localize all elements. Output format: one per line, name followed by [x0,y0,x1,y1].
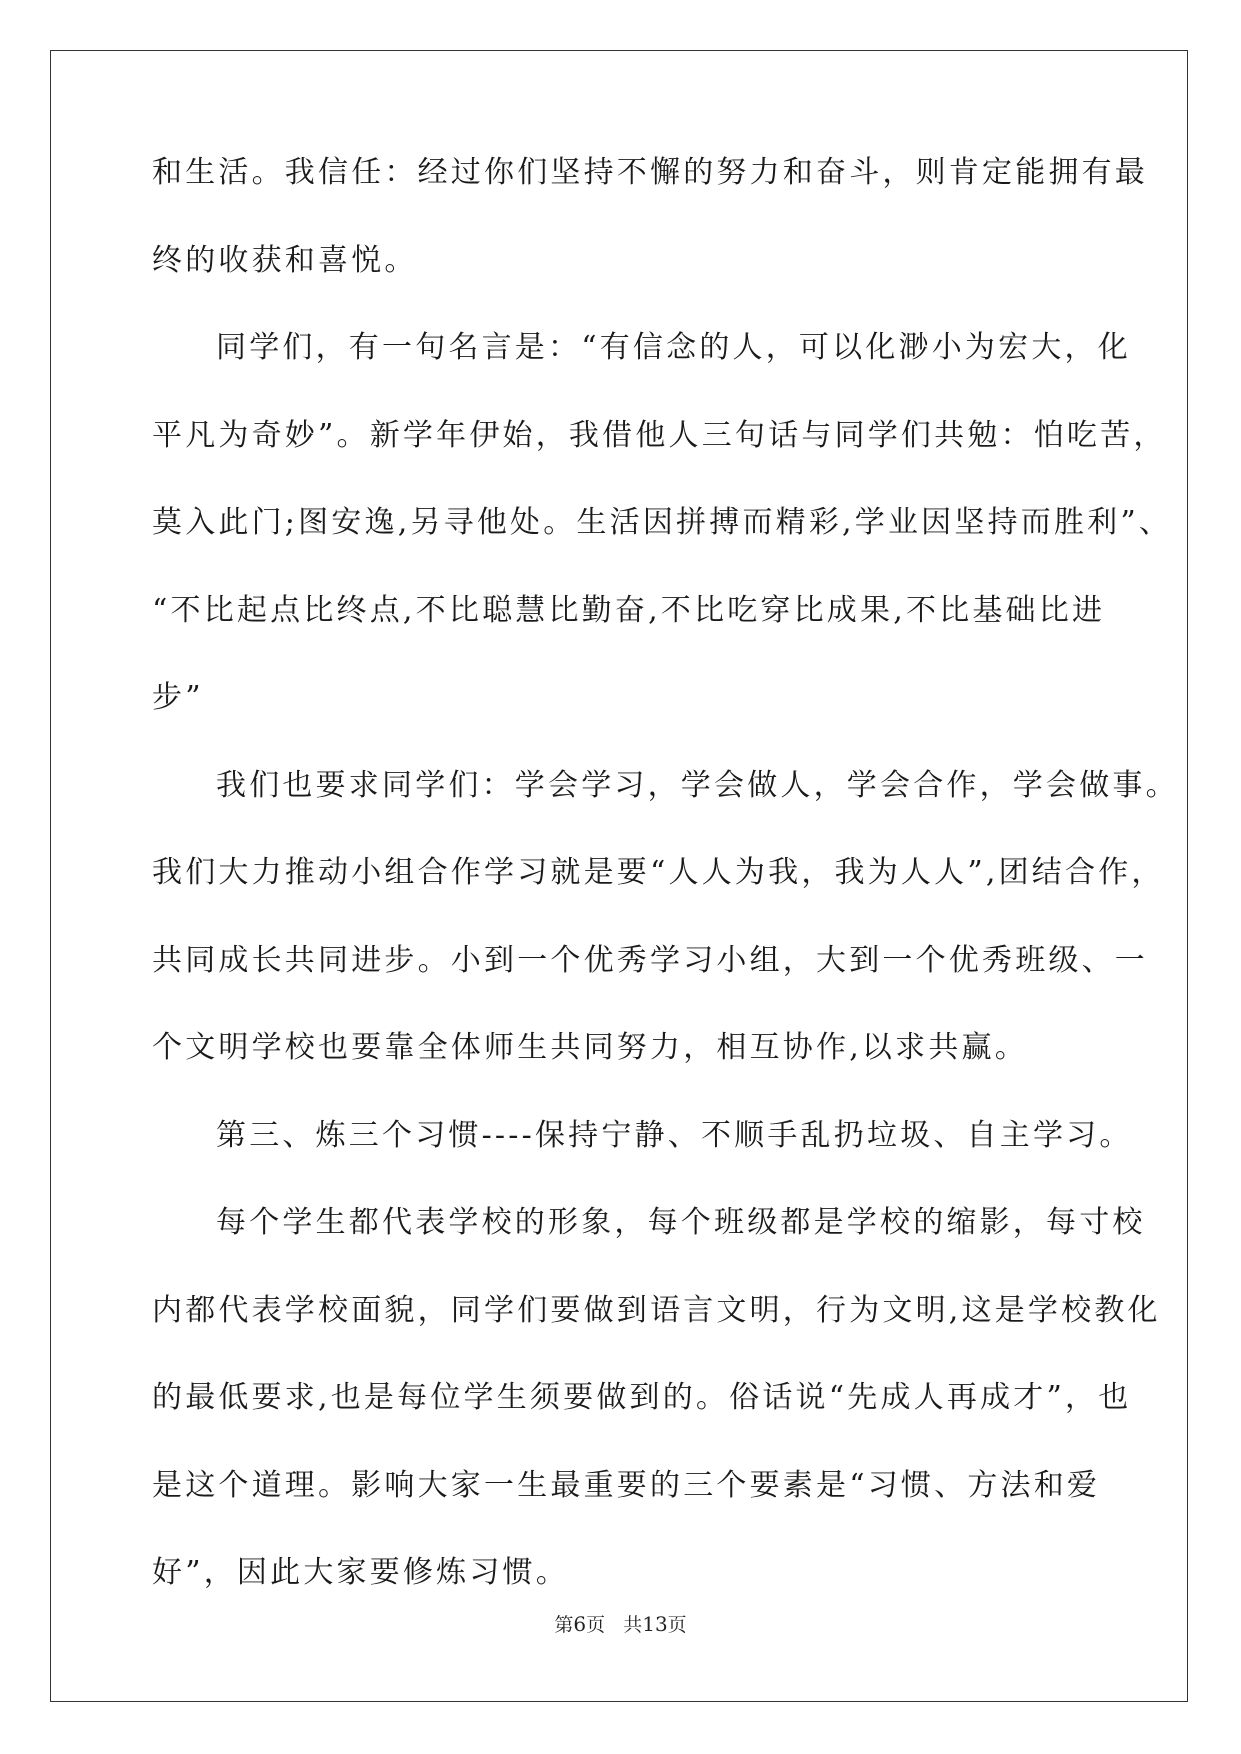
text-line: “不比起点比终点,不比聪慧比勤奋,不比吃穿比成果,不比基础比进 [152,592,1106,628]
page-prefix: 第 [554,1614,574,1636]
text-line: 步” [152,680,204,715]
text-line: 内都代表学校面貌，同学们要做到语言文明，行为文明,这是学校教化 [152,1292,1161,1328]
text-line: 平凡为奇妙”。新学年伊始，我借他人三句话与同学们共勉：怕吃苦， [152,417,1167,453]
text-line: 个文明学校也要靠全体师生共同努力，相互协作,以求共赢。 [152,1030,1028,1065]
total-prefix: 共 [623,1614,643,1636]
text-line: 我们大力推动小组合作学习就是要“人人为我，我为人人”,团结合作， [152,855,1165,890]
page-suffix: 页 [586,1614,606,1636]
text-line: 是这个道理。影响大家一生最重要的三个要素是“习惯、方法和爱 [152,1467,1101,1503]
text-line: 的最低要求,也是每位学生须要做到的。俗话说“先成人再成才”，也 [152,1380,1132,1415]
page-footer [0,1610,1241,1637]
text-line: 好”，因此大家要修炼习惯。 [152,1555,569,1590]
paragraph-start-line: 同学们，有一句名言是：“有信念的人，可以化渺小为宏大，化 [216,330,1131,365]
text-line: 和生活。我信任：经过你们坚持不懈的努力和奋斗，则肯定能拥有最 [152,155,1148,190]
total-suffix: 页 [667,1614,687,1636]
text-line: 共同成长共同进步。小到一个优秀学习小组，大到一个优秀班级、一 [152,942,1148,978]
paragraph-start-line: 每个学生都代表学校的形象，每个班级都是学校的缩影，每寸校 [216,1205,1146,1240]
paragraph-start-line: 我们也要求同学们：学会学习，学会做人，学会合作，学会做事。 [216,767,1179,803]
text-line: 终的收获和喜悦。 [152,242,418,278]
total-pages: 13 [642,1612,668,1636]
text-line: 莫入此门;图安逸,另寻他处。生活因拼搏而精彩,学业因坚持而胜利”、 [152,505,1173,540]
section-heading-line: 第三、炼三个习惯----保持宁静、不顺手乱扔垃圾、自主学习。 [216,1117,1133,1153]
document-body [152,155,1179,1643]
page-number: 6 [573,1612,587,1636]
